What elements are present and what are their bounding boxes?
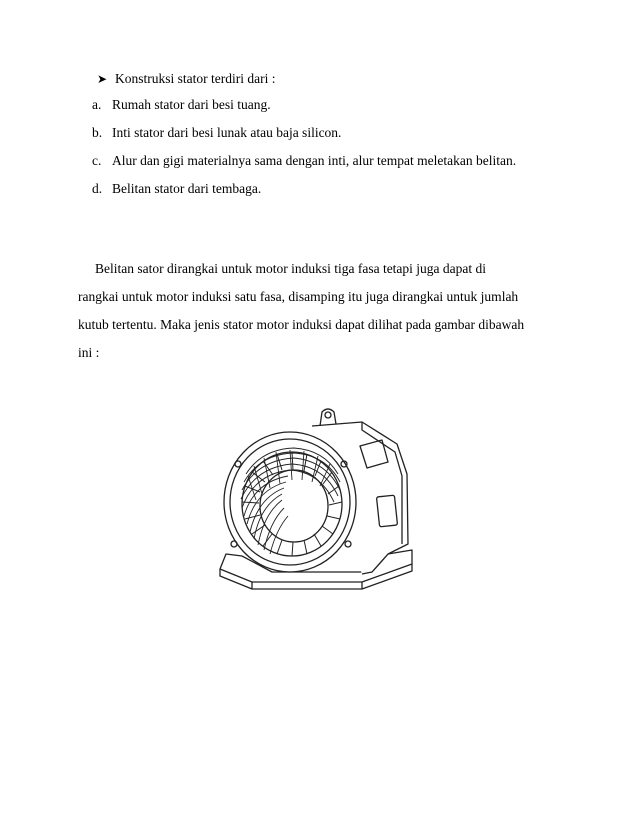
paragraph-line: Belitan sator dirangkai untuk motor induksi tiga fasa tetapi juga dapat di xyxy=(95,261,487,276)
list-text: Alur dan gigi materialnya sama dengan inti, alur tempat meletakan belitan. xyxy=(112,153,517,168)
list-item xyxy=(81,152,516,180)
list-item xyxy=(81,124,516,152)
body-paragraph xyxy=(78,255,568,367)
list-item xyxy=(81,96,516,124)
list-marker: a. xyxy=(92,97,102,112)
list-item xyxy=(81,180,516,208)
list-text: Inti stator dari besi lunak atau baja silicon. xyxy=(112,125,342,140)
section-heading xyxy=(97,70,275,88)
heading-text: Konstruksi stator terdiri dari : xyxy=(115,71,276,86)
paragraph-line: kutub tertentu. Maka jenis stator motor induksi dapat dilihat pada gambar dibawah xyxy=(78,317,525,332)
list-marker: c. xyxy=(92,153,102,168)
paragraph-line: ini : xyxy=(78,345,100,360)
stator-motor-illustration xyxy=(212,404,420,599)
list-text: Belitan stator dari tembaga. xyxy=(112,181,262,196)
construction-list xyxy=(81,96,516,208)
list-marker: d. xyxy=(92,181,103,196)
list-text: Rumah stator dari besi tuang. xyxy=(112,97,271,112)
paragraph-line: rangkai untuk motor induksi satu fasa, disamping itu juga dirangkai untuk jumlah xyxy=(78,289,519,304)
arrow-bullet-icon: ➤ xyxy=(97,72,108,86)
list-marker: b. xyxy=(92,125,103,140)
